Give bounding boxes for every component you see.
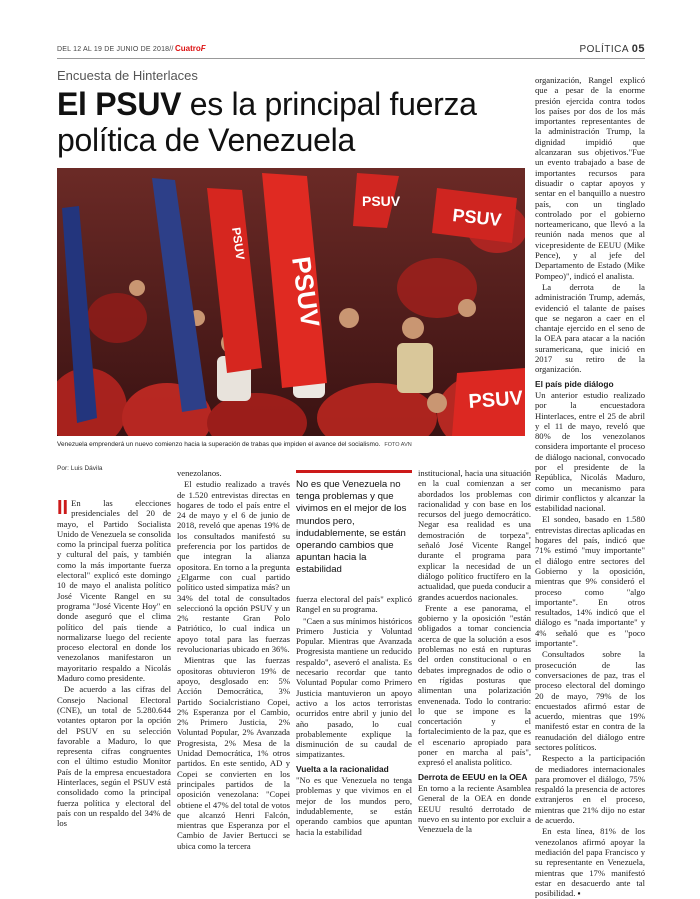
kicker: Encuesta de Hinterlaces: [57, 68, 198, 83]
byline: Por: Luis Dávila: [57, 465, 103, 472]
subhead-racionalidad: Vuelta a la racionalidad: [296, 763, 389, 774]
drop-cap: II: [57, 497, 69, 519]
flag-text-vertical: PSUV: [286, 254, 326, 329]
photo-caption: Venezuela emprenderá un nuevo comienzo hacia la superación de trabas que impiden el avance del socialismo. FOTO AVN: [57, 441, 412, 448]
article-column-5: organización, Rangel explicó que a pesar de la enorme presión ejercida contra todos los países por dos de los más importantes representantes de la administración Trump, la dignidad impidió que alcanzaran sus objetivos."Fue un evento trabajado a base de importantes recursos para disuadir o captar apoyos y sentar en el banquillo a nuestro país, con un tinglado controlado por el gobierno norteamericano, que llevó a la reunión nada menos que al vicepresidente de EEUU (Mike Pence), y al jefe del Departamento de Estado (Mike Pompeo)", indicó el analista. La derrota de la administración Trump, además, evidenció el talante de países que se negaron a caer en el chantaje ejercido en el seno de la OEA para atacar a la nación suramericana, que inició en 2017 su retiro de la organización. El país pide diálogo Un anterior estudio realizado por la encuestadora Hinterlaces, entre el 25 de abril y el 11 de mayo, reveló que 80% de los venezolanos considera importante el proceso de diálogo nacional, convocado por el presidente de la República, Nicolás Maduro, como un mecanismo para dirimir conflictos y alcanzar la estabilidad nacional. El sondeo, basado en 1.580 entrevistas directas aplicadas en hogares del país, indicó que 71% estimó "muy importante" el diálogo entre sectores del Gobierno y la oposición, mientras que 9% consideró el proceso como "algo importante". En otros resultados, 14% indicó que el diálogo es "nada importante" y 4% señaló que es "poco importante". Consultados sobre la prosecución de las conversaciones de paz, tras el proceso electoral del domingo 20 de mayo, 79% de los encuestados afirmó estar de acuerdo, mientras que 19% manifestó estar en contra de la reanudación del diálogo entre sectores políticos. Respecto a la participación de mediadores internacionales para promover el diálogo, 75% respaldó la presencia de actores extranjeros en el proceso, mientras que 21% dijo no estar de acuerdo. En esta línea, 81% de los venezolanos afirmó apoyar la mediación del papa Francisco y su representante en Venezuela, mientras que 17% manifestó estar en desacuerdo ante tal posibilidad. ▪: [535, 75, 645, 899]
main-photo: [57, 168, 525, 436]
page-header: [57, 44, 645, 58]
header-divider: [57, 58, 645, 59]
subhead-oea: Derrota de EEUU en la OEA: [418, 771, 528, 782]
article-column-4: institucional, hacia una situación en la cual comienzan a ser abordados los problemas con racionalidad y con base en los recursos del juego democrático. Negar esa realidad es una demostración de torpeza", señaló José Vicente Rangel durante el programa para explicar la necesidad de un diálogo político fructífero en la actualidad, que pueda conducir a grandes acuerdos nacionales. Frente a ese panorama, el gobierno y la oposición "están obligados a tomar conciencia acerca de que la solución a esos problemas no está en rupturas del orden constitucional o en debates impregnados de odio o en rígidas posturas que alimentan una polarización envenenada. Todo lo contrario: lo que se impone es la concertación y el fortalecimiento de la paz, que es el escenario apropiado para poner en marcha al país", expresó el analista político. Derrota de EEUU en la OEA En torno a la reciente Asamblea General de la OEA en donde EEUU resultó derrotado de nuevo en su intento por excluir a Venezuela de la: [418, 468, 531, 835]
svg-text:PSUV: PSUV: [229, 226, 248, 261]
photo-illustration: [57, 168, 525, 436]
svg-text:PSUV: PSUV: [362, 193, 401, 209]
pull-quote-rule: [296, 470, 412, 473]
article-column-3: fuerza electoral del país" explicó Rangel en su programa. "Caen a sus mínimos históricos Primero Justicia y Voluntad Popular. Mientras que Avanzada Progresista mantiene un reducido respaldo", aseveró el analista. Es necesario recordar que tanto Voluntad Popular como Primero Justicia mantuvieron un apoyo activo a los actos terroristas ocurridos entre abril y junio del año pasado, lo cual probablemente explique la disminución de su caudal de simpatizantes. Vuelta a la racionalidad "No es que Venezuela no tenga problemas y que vivimos en el mejor de los mundos pero, indudablemente, se están operando cambios que apuntan hacia la estabilidad: [296, 594, 412, 837]
headline: El PSUV es la principal fuerza política de Venezuela: [57, 86, 477, 158]
flag-text: PSUV: [451, 205, 503, 231]
photo-credit: FOTO AVN: [384, 442, 412, 448]
section-label: POLÍTICA 05: [579, 43, 645, 55]
article-column-2: venezolanos. El estudio realizado a través de 1.520 entrevistas directas en hogares de todo el país entre el 24 de mayo y el 6 de junio de 2018, reveló que apenas 19% de los consultados manifestó su preferencia por los partidos de que integran la alianza opositora. En torno a la pregunta ¿Elgarme con cual partido político usted simpatiza más? un 34% del total de consultados seleccionó la opción PSUV y un 2% restante Gran Polo Patriótico, lo cual indica un apoyo total para las fuerzas revolucionarias ubicado en 36%. Mientras que las fuerzas opositoras obtuvieron 19% de apoyo, desglosado en: 5% Acción Democrática, 3% Partido Socialcristiano Copei, 2% Esperanza por el Cambio, 2% Primero Justicia, 2% Voluntad Popular, 2% Avanzada Progresista, 2% Mesa de la Unidad Democrática, 1% otros partidos. En este sentido, AD y Copei se convierten en los principales partidos de la oposición venezolana: "Copei obtiene el 47% del total de votos que alcanzó Henri Falcón, mientras que Esperanza por el Cambio de Javier Bertucci se ubica como la tercera: [177, 468, 290, 851]
issue-date: DEL 12 AL 19 DE JUNIO DE 2018//: [57, 46, 174, 53]
pull-quote: No es que Venezuela no tenga problemas y que vivimos en el mejor de los mundos pero, indudablemente, se están operando cambios que apuntan hacia la estabilidad: [296, 470, 412, 577]
article-column-1: II En las elecciones presidenciales del 20 de mayo, el Partido Socialista Unido de Venezuela se consolida como la principal fuerza política y cultural del país, y también como la más importante fuerza electoral" explicó este domingo 10 de mayo el analista político José Vicente Rangel en su programa "José Vicente Hoy" en donde aseguró que el clima político del país tiende a normalizarse luego del reciente proceso electoral en donde los venezolanos manifestaron un mayoritario respaldo a Nicolás Maduro como presidente. De acuerdo a las cifras del Consejo Nacional Electoral (CNE), un total de 5.280.644 votantes optaron por la opción del PSUV en su selección favorable a Maduro, lo que representa cifras congruentes con el último estudio Monitor País de la empresa encuestadora Hinterlaces, según el PSUV está consolidado como la principal fuerza política y electoral del país con un respaldo del 34% de los: [57, 497, 171, 829]
svg-text:PSUV: PSUV: [467, 387, 524, 413]
subhead-dialogo: El país pide diálogo: [535, 378, 614, 389]
publication-logo: CuatroF: [175, 44, 206, 53]
page-number: 05: [631, 43, 645, 55]
